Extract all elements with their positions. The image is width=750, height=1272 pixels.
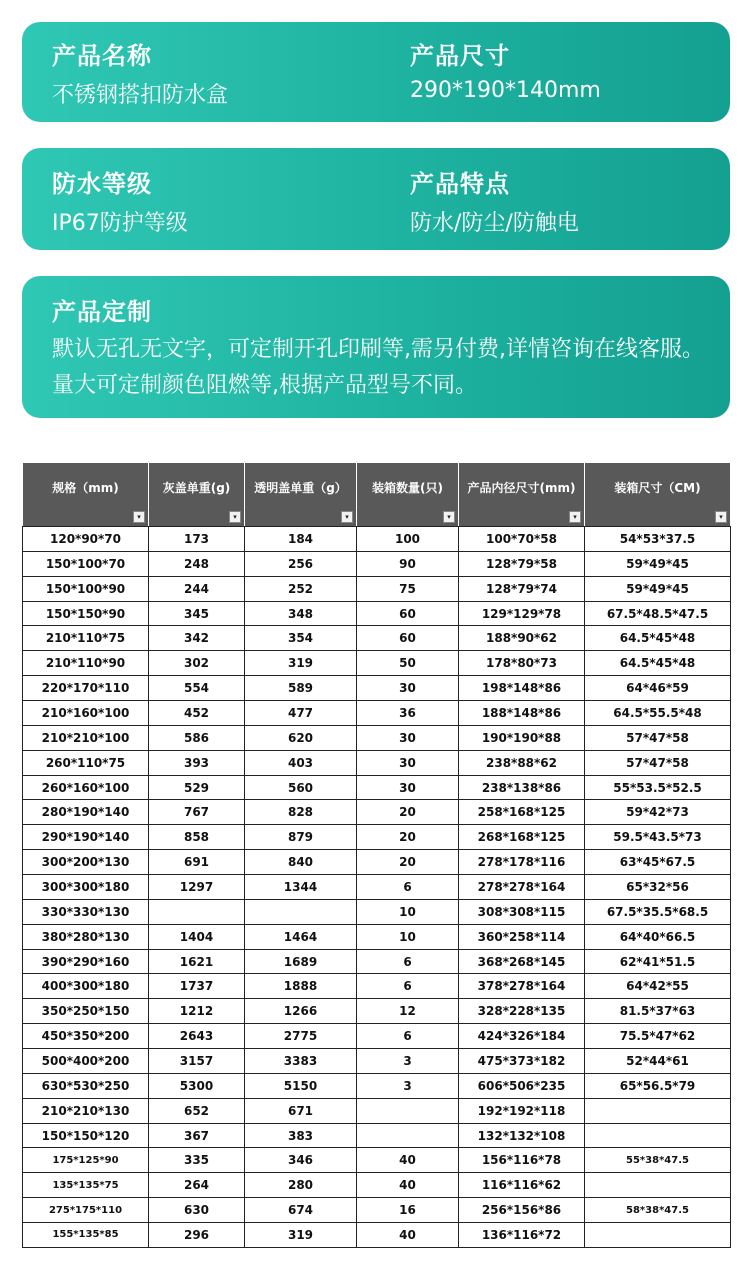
cell-spec: 150*100*90 xyxy=(23,576,149,601)
cell-carton-size xyxy=(585,1123,731,1148)
table-row xyxy=(23,999,731,1024)
cell-gray-lid-weight: 244 xyxy=(149,576,245,601)
cell-inner-size: 198*148*86 xyxy=(459,676,585,701)
cell-spec: 175*125*90 xyxy=(23,1148,149,1173)
cell-clear-lid-weight: 879 xyxy=(245,825,357,850)
table-row xyxy=(23,875,731,900)
cell-spec: 150*150*120 xyxy=(23,1123,149,1148)
column-header-spec[interactable] xyxy=(23,463,149,527)
cell-inner-size: 378*278*164 xyxy=(459,974,585,999)
cell-clear-lid-weight: 5150 xyxy=(245,1073,357,1098)
cell-clear-lid-weight: 348 xyxy=(245,601,357,626)
cell-spec: 500*400*200 xyxy=(23,1049,149,1074)
cell-inner-size: 278*178*116 xyxy=(459,850,585,875)
table-row xyxy=(23,676,731,701)
cell-gray-lid-weight: 342 xyxy=(149,626,245,651)
cell-inner-size: 116*116*62 xyxy=(459,1173,585,1198)
cell-gray-lid-weight: 5300 xyxy=(149,1073,245,1098)
cell-gray-lid-weight: 691 xyxy=(149,850,245,875)
filter-dropdown-icon[interactable]: ▾ xyxy=(569,511,581,523)
cell-inner-size: 129*129*78 xyxy=(459,601,585,626)
cell-gray-lid-weight: 296 xyxy=(149,1223,245,1248)
cell-clear-lid-weight: 477 xyxy=(245,701,357,726)
product-size-label: 产品尺寸 xyxy=(410,42,510,70)
table-row xyxy=(23,551,731,576)
cell-carton-qty: 75 xyxy=(357,576,459,601)
cell-inner-size: 128*79*58 xyxy=(459,551,585,576)
cell-gray-lid-weight: 2643 xyxy=(149,1024,245,1049)
cell-carton-qty xyxy=(357,1123,459,1148)
cell-carton-size: 59.5*43.5*73 xyxy=(585,825,731,850)
cell-clear-lid-weight: 589 xyxy=(245,676,357,701)
product-features-value: 防水/防尘/防触电 xyxy=(410,211,579,236)
cell-carton-size: 59*42*73 xyxy=(585,800,731,825)
cell-spec: 210*110*75 xyxy=(23,626,149,651)
cell-carton-size: 59*49*45 xyxy=(585,551,731,576)
cell-carton-size xyxy=(585,1173,731,1198)
cell-carton-size: 57*47*58 xyxy=(585,750,731,775)
cell-carton-qty: 6 xyxy=(357,1024,459,1049)
cell-carton-qty: 40 xyxy=(357,1173,459,1198)
waterproof-grade-label: 防水等级 xyxy=(52,170,152,198)
cell-clear-lid-weight: 1344 xyxy=(245,875,357,900)
cell-carton-qty: 30 xyxy=(357,676,459,701)
column-header-inner-size[interactable] xyxy=(459,463,585,527)
cell-spec: 260*160*100 xyxy=(23,775,149,800)
table-header-row xyxy=(23,463,731,527)
cell-carton-size xyxy=(585,1098,731,1123)
cell-carton-size: 65*32*56 xyxy=(585,875,731,900)
cell-carton-qty: 10 xyxy=(357,899,459,924)
cell-spec: 380*280*130 xyxy=(23,924,149,949)
product-name-label: 产品名称 xyxy=(52,42,152,70)
cell-spec: 120*90*70 xyxy=(23,527,149,552)
table-row xyxy=(23,1148,731,1173)
cell-carton-size: 58*38*47.5 xyxy=(585,1198,731,1223)
cell-inner-size: 256*156*86 xyxy=(459,1198,585,1223)
table-row xyxy=(23,701,731,726)
cell-carton-qty xyxy=(357,1098,459,1123)
table-row xyxy=(23,527,731,552)
cell-carton-size: 52*44*61 xyxy=(585,1049,731,1074)
cell-gray-lid-weight: 452 xyxy=(149,701,245,726)
waterproof-features-card xyxy=(22,148,730,250)
cell-clear-lid-weight: 184 xyxy=(245,527,357,552)
cell-spec: 150*150*90 xyxy=(23,601,149,626)
cell-carton-qty: 12 xyxy=(357,999,459,1024)
cell-carton-qty: 50 xyxy=(357,651,459,676)
table-row xyxy=(23,725,731,750)
cell-carton-size: 57*47*58 xyxy=(585,725,731,750)
cell-carton-qty: 10 xyxy=(357,924,459,949)
table-row xyxy=(23,1198,731,1223)
cell-inner-size: 188*90*62 xyxy=(459,626,585,651)
cell-inner-size: 192*192*118 xyxy=(459,1098,585,1123)
filter-dropdown-icon[interactable]: ▾ xyxy=(133,511,145,523)
cell-carton-size: 75.5*47*62 xyxy=(585,1024,731,1049)
cell-inner-size: 100*70*58 xyxy=(459,527,585,552)
cell-spec: 400*300*180 xyxy=(23,974,149,999)
product-size-value: 290*190*140mm xyxy=(410,78,601,103)
cell-carton-size: 64.5*55.5*48 xyxy=(585,701,731,726)
cell-carton-size: 67.5*48.5*47.5 xyxy=(585,601,731,626)
cell-carton-qty: 60 xyxy=(357,601,459,626)
column-header-label: 透明盖单重（g） xyxy=(254,481,347,495)
cell-spec: 280*190*140 xyxy=(23,800,149,825)
cell-gray-lid-weight: 652 xyxy=(149,1098,245,1123)
cell-carton-size: 55*38*47.5 xyxy=(585,1148,731,1173)
cell-carton-size: 64.5*45*48 xyxy=(585,626,731,651)
cell-inner-size: 308*308*115 xyxy=(459,899,585,924)
cell-clear-lid-weight: 671 xyxy=(245,1098,357,1123)
filter-dropdown-icon[interactable]: ▾ xyxy=(341,511,353,523)
column-header-gray-lid-weight[interactable] xyxy=(149,463,245,527)
cell-clear-lid-weight: 346 xyxy=(245,1148,357,1173)
product-features-label: 产品特点 xyxy=(410,170,510,198)
cell-gray-lid-weight: 858 xyxy=(149,825,245,850)
cell-spec: 350*250*150 xyxy=(23,999,149,1024)
cell-spec: 210*160*100 xyxy=(23,701,149,726)
table-row xyxy=(23,800,731,825)
cell-gray-lid-weight: 630 xyxy=(149,1198,245,1223)
customization-card xyxy=(22,276,730,418)
table-row xyxy=(23,825,731,850)
cell-carton-qty: 16 xyxy=(357,1198,459,1223)
cell-carton-size: 81.5*37*63 xyxy=(585,999,731,1024)
cell-inner-size: 475*373*182 xyxy=(459,1049,585,1074)
cell-clear-lid-weight: 674 xyxy=(245,1198,357,1223)
cell-carton-qty: 3 xyxy=(357,1049,459,1074)
cell-carton-qty: 30 xyxy=(357,750,459,775)
cell-carton-qty: 40 xyxy=(357,1148,459,1173)
cell-gray-lid-weight: 1212 xyxy=(149,999,245,1024)
column-header-carton-qty[interactable] xyxy=(357,463,459,527)
cell-clear-lid-weight xyxy=(245,899,357,924)
cell-inner-size: 360*258*114 xyxy=(459,924,585,949)
cell-inner-size: 188*148*86 xyxy=(459,701,585,726)
cell-carton-size: 64*42*55 xyxy=(585,974,731,999)
cell-carton-qty: 6 xyxy=(357,974,459,999)
cell-spec: 275*175*110 xyxy=(23,1198,149,1223)
cell-carton-qty: 20 xyxy=(357,850,459,875)
cell-inner-size: 178*80*73 xyxy=(459,651,585,676)
cell-carton-size: 64*46*59 xyxy=(585,676,731,701)
cell-inner-size: 258*168*125 xyxy=(459,800,585,825)
cell-carton-size: 59*49*45 xyxy=(585,576,731,601)
column-header-label: 产品内径尺寸(mm) xyxy=(467,481,576,495)
cell-clear-lid-weight: 2775 xyxy=(245,1024,357,1049)
cell-clear-lid-weight: 319 xyxy=(245,1223,357,1248)
cell-carton-size: 64*40*66.5 xyxy=(585,924,731,949)
table-row xyxy=(23,899,731,924)
cell-spec: 155*135*85 xyxy=(23,1223,149,1248)
table-row xyxy=(23,1223,731,1248)
cell-clear-lid-weight: 1689 xyxy=(245,949,357,974)
cell-spec: 210*210*100 xyxy=(23,725,149,750)
table-row xyxy=(23,626,731,651)
cell-gray-lid-weight: 3157 xyxy=(149,1049,245,1074)
cell-gray-lid-weight: 264 xyxy=(149,1173,245,1198)
cell-carton-size: 63*45*67.5 xyxy=(585,850,731,875)
spec-table xyxy=(22,462,731,1248)
cell-inner-size: 128*79*74 xyxy=(459,576,585,601)
cell-clear-lid-weight: 383 xyxy=(245,1123,357,1148)
cell-gray-lid-weight xyxy=(149,899,245,924)
table-row xyxy=(23,1049,731,1074)
column-header-label: 规格（mm) xyxy=(52,481,119,495)
column-header-label: 装箱尺寸（CM) xyxy=(614,481,701,495)
cell-inner-size: 136*116*72 xyxy=(459,1223,585,1248)
cell-gray-lid-weight: 586 xyxy=(149,725,245,750)
cell-gray-lid-weight: 1404 xyxy=(149,924,245,949)
cell-gray-lid-weight: 248 xyxy=(149,551,245,576)
cell-carton-qty: 100 xyxy=(357,527,459,552)
cell-gray-lid-weight: 1297 xyxy=(149,875,245,900)
column-header-carton-size[interactable] xyxy=(585,463,731,527)
cell-carton-size xyxy=(585,1223,731,1248)
cell-carton-size: 67.5*35.5*68.5 xyxy=(585,899,731,924)
table-row xyxy=(23,775,731,800)
cell-spec: 450*350*200 xyxy=(23,1024,149,1049)
cell-carton-qty: 40 xyxy=(357,1223,459,1248)
filter-dropdown-icon[interactable]: ▾ xyxy=(443,511,455,523)
cell-carton-size: 62*41*51.5 xyxy=(585,949,731,974)
table-row xyxy=(23,1024,731,1049)
column-header-clear-lid-weight[interactable] xyxy=(245,463,357,527)
cell-clear-lid-weight: 1464 xyxy=(245,924,357,949)
cell-gray-lid-weight: 1621 xyxy=(149,949,245,974)
cell-spec: 390*290*160 xyxy=(23,949,149,974)
cell-carton-qty: 30 xyxy=(357,775,459,800)
cell-spec: 260*110*75 xyxy=(23,750,149,775)
cell-inner-size: 132*132*108 xyxy=(459,1123,585,1148)
table-row xyxy=(23,1173,731,1198)
cell-carton-size: 54*53*37.5 xyxy=(585,527,731,552)
cell-clear-lid-weight: 828 xyxy=(245,800,357,825)
cell-carton-size: 65*56.5*79 xyxy=(585,1073,731,1098)
cell-inner-size: 278*278*164 xyxy=(459,875,585,900)
cell-gray-lid-weight: 367 xyxy=(149,1123,245,1148)
customization-label: 产品定制 xyxy=(52,298,152,326)
cell-inner-size: 156*116*78 xyxy=(459,1148,585,1173)
cell-clear-lid-weight: 840 xyxy=(245,850,357,875)
cell-clear-lid-weight: 256 xyxy=(245,551,357,576)
cell-carton-qty: 90 xyxy=(357,551,459,576)
cell-carton-qty: 20 xyxy=(357,825,459,850)
cell-gray-lid-weight: 173 xyxy=(149,527,245,552)
cell-carton-qty: 20 xyxy=(357,800,459,825)
cell-gray-lid-weight: 1737 xyxy=(149,974,245,999)
cell-spec: 300*300*180 xyxy=(23,875,149,900)
cell-carton-qty: 30 xyxy=(357,725,459,750)
cell-spec: 210*210*130 xyxy=(23,1098,149,1123)
cell-inner-size: 368*268*145 xyxy=(459,949,585,974)
cell-inner-size: 190*190*88 xyxy=(459,725,585,750)
table-row xyxy=(23,1123,731,1148)
table-row xyxy=(23,974,731,999)
cell-inner-size: 238*88*62 xyxy=(459,750,585,775)
cell-inner-size: 328*228*135 xyxy=(459,999,585,1024)
filter-dropdown-icon[interactable]: ▾ xyxy=(229,511,241,523)
cell-carton-size: 55*53.5*52.5 xyxy=(585,775,731,800)
cell-gray-lid-weight: 345 xyxy=(149,601,245,626)
customization-description: 默认无孔无文字，可定制开孔印刷等,需另付费,详情咨询在线客服。量大可定制颜色阻燃等,根据产品型号不同。 xyxy=(52,337,704,398)
cell-gray-lid-weight: 393 xyxy=(149,750,245,775)
cell-clear-lid-weight: 252 xyxy=(245,576,357,601)
cell-carton-qty: 3 xyxy=(357,1073,459,1098)
cell-spec: 210*110*90 xyxy=(23,651,149,676)
table-row xyxy=(23,1098,731,1123)
cell-carton-qty: 6 xyxy=(357,949,459,974)
waterproof-grade-value: IP67防护等级 xyxy=(52,211,188,236)
cell-gray-lid-weight: 554 xyxy=(149,676,245,701)
cell-carton-qty: 6 xyxy=(357,875,459,900)
cell-clear-lid-weight: 354 xyxy=(245,626,357,651)
table-row xyxy=(23,1073,731,1098)
filter-dropdown-icon[interactable]: ▾ xyxy=(715,511,727,523)
cell-spec: 330*330*130 xyxy=(23,899,149,924)
cell-clear-lid-weight: 1266 xyxy=(245,999,357,1024)
column-header-label: 灰盖单重(g) xyxy=(162,481,231,495)
cell-inner-size: 238*138*86 xyxy=(459,775,585,800)
cell-inner-size: 606*506*235 xyxy=(459,1073,585,1098)
table-row xyxy=(23,750,731,775)
cell-carton-size: 64.5*45*48 xyxy=(585,651,731,676)
product-name-value: 不锈钢搭扣防水盒 xyxy=(52,83,229,108)
cell-clear-lid-weight: 403 xyxy=(245,750,357,775)
cell-gray-lid-weight: 767 xyxy=(149,800,245,825)
cell-clear-lid-weight: 280 xyxy=(245,1173,357,1198)
cell-clear-lid-weight: 620 xyxy=(245,725,357,750)
table-row xyxy=(23,850,731,875)
cell-spec: 220*170*110 xyxy=(23,676,149,701)
cell-gray-lid-weight: 335 xyxy=(149,1148,245,1173)
cell-inner-size: 424*326*184 xyxy=(459,1024,585,1049)
table-row xyxy=(23,601,731,626)
cell-spec: 150*100*70 xyxy=(23,551,149,576)
cell-spec: 290*190*140 xyxy=(23,825,149,850)
cell-gray-lid-weight: 302 xyxy=(149,651,245,676)
cell-spec: 135*135*75 xyxy=(23,1173,149,1198)
table-row xyxy=(23,949,731,974)
table-row xyxy=(23,924,731,949)
cell-clear-lid-weight: 560 xyxy=(245,775,357,800)
cell-carton-qty: 60 xyxy=(357,626,459,651)
column-header-label: 装箱数量(只) xyxy=(372,481,443,495)
cell-spec: 630*530*250 xyxy=(23,1073,149,1098)
cell-spec: 300*200*130 xyxy=(23,850,149,875)
cell-gray-lid-weight: 529 xyxy=(149,775,245,800)
table-row xyxy=(23,651,731,676)
product-name-size-card xyxy=(22,22,730,122)
cell-clear-lid-weight: 1888 xyxy=(245,974,357,999)
cell-clear-lid-weight: 3383 xyxy=(245,1049,357,1074)
cell-carton-qty: 36 xyxy=(357,701,459,726)
cell-inner-size: 268*168*125 xyxy=(459,825,585,850)
table-row xyxy=(23,576,731,601)
cell-clear-lid-weight: 319 xyxy=(245,651,357,676)
